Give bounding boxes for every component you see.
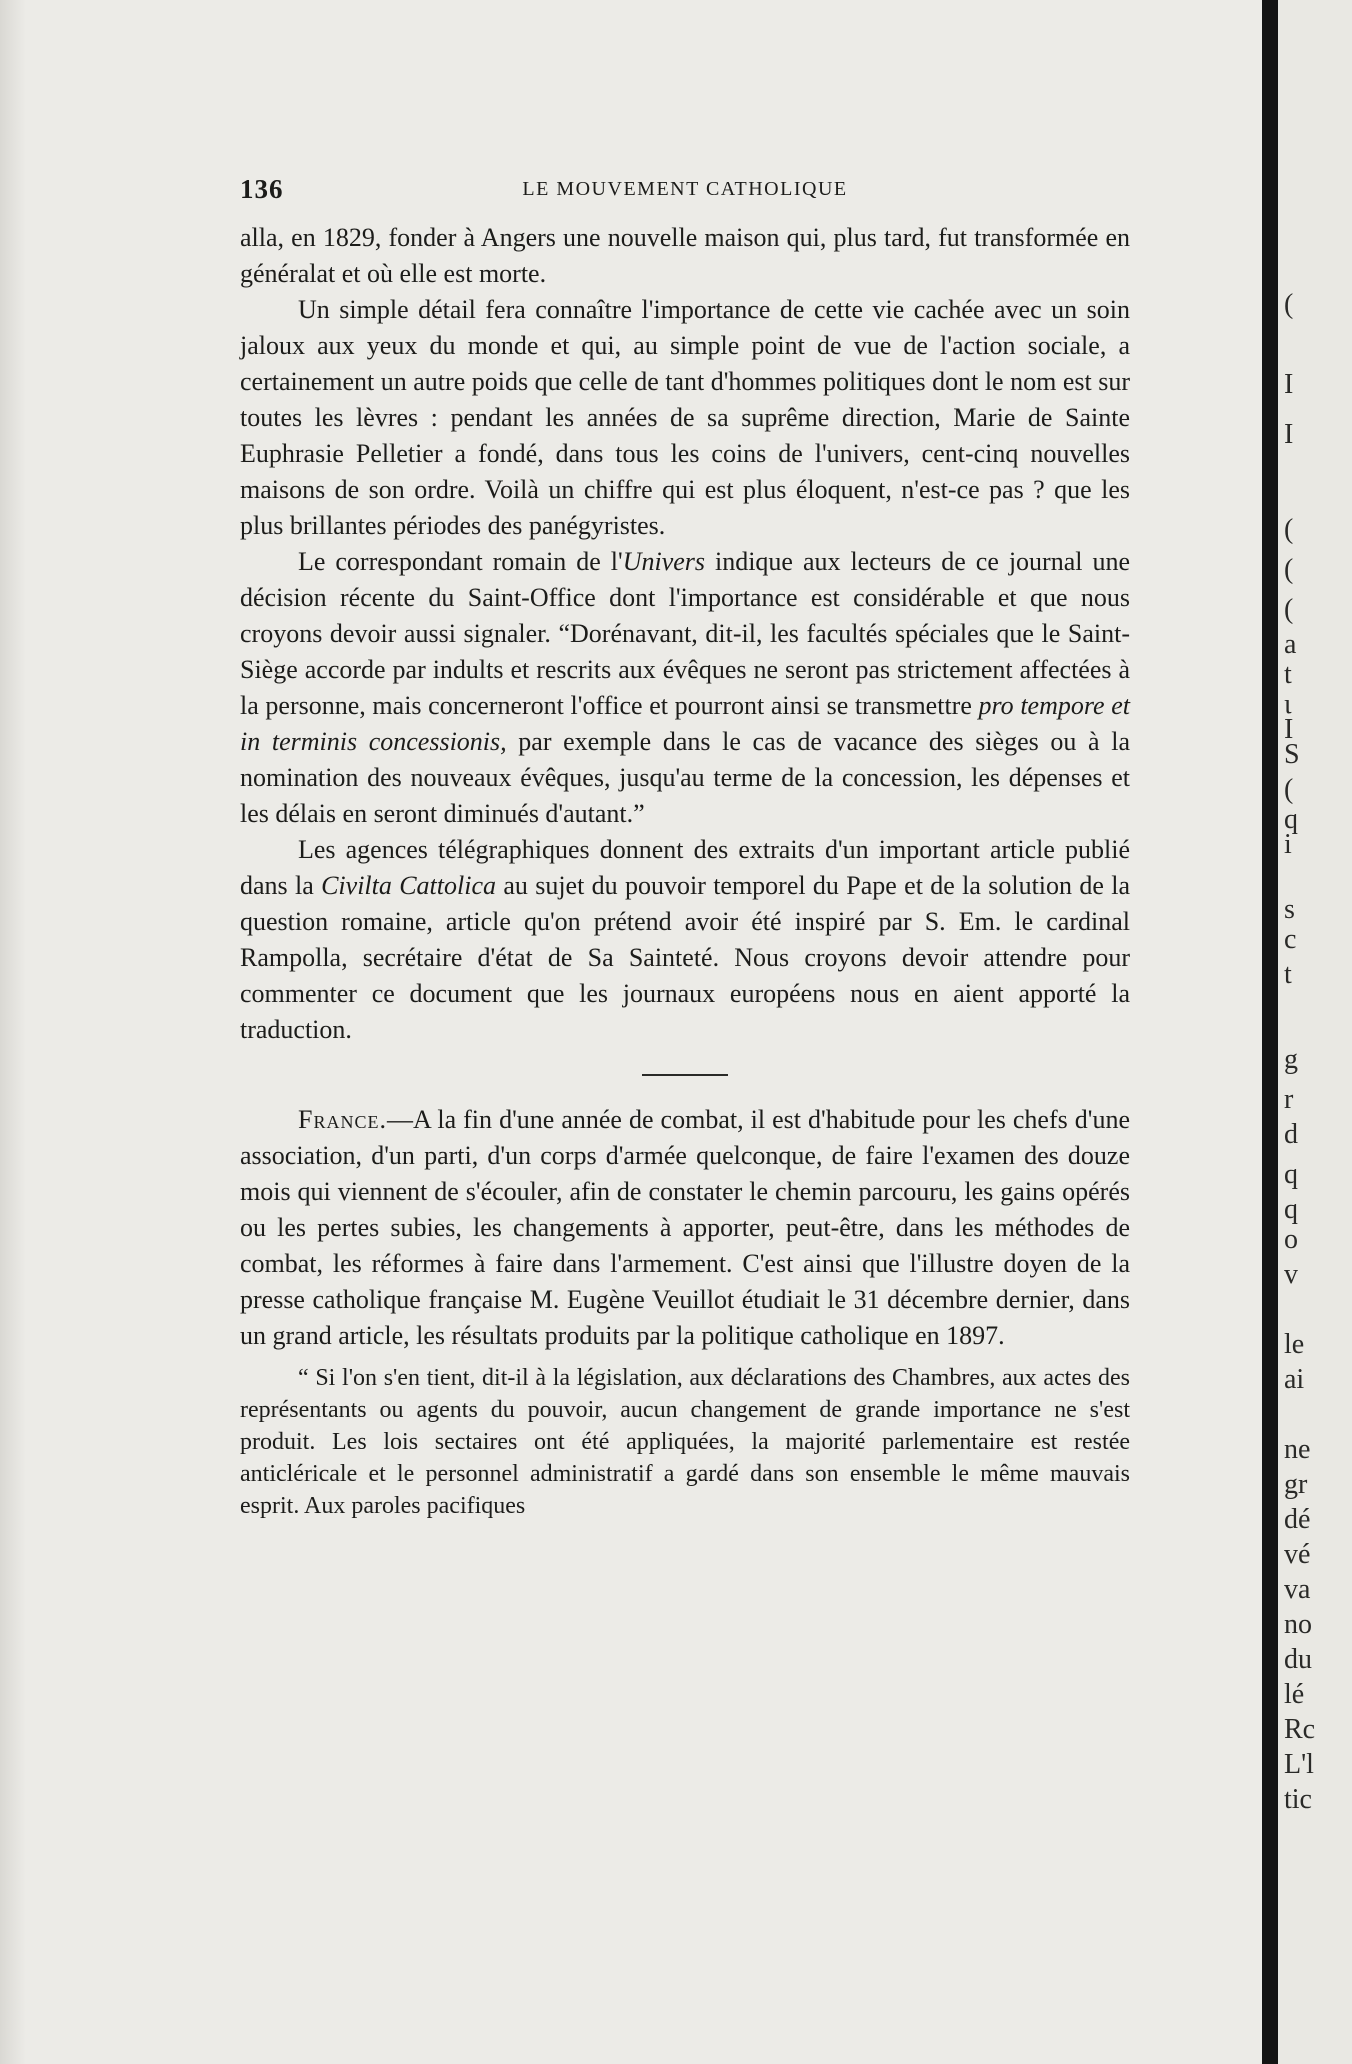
text-span: indique aux lecteurs de ce journal une décision récente du Saint-Office dont l'importance est considérable et que nous croyons devoir aussi signaler. “Dorénavant, dit-il, les facultés spéciales que le Saint-Siège accorde par indults et rescrits aux évêques ne seront pas strictement affectées à la personne, mais concerneront l'office et pourront ainsi se transmettre [240, 547, 1130, 720]
facing-page-fragment: i [1284, 829, 1292, 860]
facing-page-fragment: c [1284, 924, 1297, 955]
facing-page-fragment: t [1284, 959, 1292, 990]
facing-page-fragment: ( [1284, 774, 1294, 805]
italic-latin-phrase: pro tempore et in terminis concessionis, [240, 691, 1130, 756]
facing-page-fragment: le [1284, 1329, 1305, 1360]
text-span: —A la fin d'une année de combat, il est d'habitude pour les chefs d'une association, d'un parti, d'un corps d'armée quelconque, de faire l'examen des douze mois qui viennent de s'écouler, afin de constater le chemin parcouru, les gains opérés ou les pertes subies, les changements à apporter, peut-être, dans les méthodes de combat, les réformes à faire dans l'armement. C'est ainsi que l'illustre doyen de la presse catholique française M. Eugène Veuillot étudiait le 31 décembre dernier, dans un grand article, les résultats produits par la politique catholique en 1897. [240, 1105, 1130, 1350]
facing-page-fragment: lé [1284, 1679, 1305, 1710]
facing-page-fragment: no [1284, 1609, 1312, 1640]
facing-page-fragment: I [1284, 714, 1294, 745]
facing-page-fragment: ( [1284, 514, 1294, 545]
paragraph-france [240, 1102, 1130, 1354]
paragraph-veuillot-quote: “ Si l'on s'en tient, dit-il à la législation, aux déclarations des Chambres, aux actes des représentants ou agents du pouvoir, aucun changement de grande importance ne s'est produit. Les lois sectaires ont été appliquées, la majorité parlementaire est restée anticléricale et le personnel administratif a gardé dans son ensemble le même mauvais esprit. Aux paroles pacifiques [240, 1365, 1130, 1519]
book-page [240, 170, 1130, 1522]
facing-page-fragment: du [1284, 1644, 1312, 1675]
facing-page-fragment: ai [1284, 1364, 1305, 1395]
facing-page-fragment: s [1284, 894, 1295, 925]
facing-page-fragment: q [1284, 1194, 1298, 1225]
facing-page-fragment: tic [1284, 1784, 1312, 1815]
paragraph-civilta [240, 832, 1130, 1048]
page-number: 136 [240, 174, 284, 204]
text-span: Les agences télégraphiques donnent des extraits d'un important article publié dans la [240, 835, 1130, 900]
facing-page-edge [1278, 0, 1352, 2064]
facing-page-fragment: ( [1284, 554, 1294, 585]
facing-page-fragment: q [1284, 1159, 1298, 1190]
section-divider [642, 1074, 728, 1076]
facing-page-fragment: d [1284, 1119, 1298, 1150]
section-lead-france: France. [298, 1105, 387, 1134]
running-title: LE MOUVEMENT CATHOLIQUE [522, 178, 848, 200]
text-span: Le correspondant romain de l' [298, 547, 623, 576]
facing-page-fragment: ( [1284, 289, 1294, 320]
paragraph-continuation: alla, en 1829, fonder à Angers une nouvelle maison qui, plus tard, fut transformée en généralat et où elle est morte. [240, 223, 1130, 288]
text-span: au sujet du pouvoir temporel du Pape et de la solution de la question romaine, article qu'on prétend avoir été inspiré par S. Em. le cardinal Rampolla, secrétaire d'état de Sa Sainteté. Nous croyons devoir attendre pour commenter ce document que les journaux européens nous en aient apporté la traduction. [240, 871, 1130, 1044]
facing-page-fragment: ι [1284, 689, 1292, 720]
facing-page-fragment: a [1284, 629, 1297, 660]
facing-page-fragment: gr [1284, 1469, 1308, 1500]
facing-page-fragment: r [1284, 1084, 1294, 1115]
italic-univers: Univers [622, 547, 706, 576]
facing-page-fragment: Rc [1284, 1714, 1316, 1745]
facing-page-fragment: vé [1284, 1539, 1311, 1570]
facing-page-fragment: I [1284, 419, 1294, 450]
running-head [240, 170, 1130, 210]
facing-page-fragment: t [1284, 659, 1292, 690]
facing-page-fragment: I [1284, 369, 1294, 400]
facing-page-fragment: dé [1284, 1504, 1311, 1535]
facing-page-fragment: L'l [1284, 1749, 1314, 1780]
facing-page-fragment: o [1284, 1224, 1298, 1255]
facing-page-fragment: va [1284, 1574, 1311, 1605]
facing-page-fragment: q [1284, 804, 1298, 835]
facing-page-fragment: ( [1284, 594, 1294, 625]
facing-page-fragment: g [1284, 1044, 1298, 1075]
facing-page-fragment: v [1284, 1259, 1298, 1290]
paragraph-saint-office [240, 544, 1130, 832]
paragraph-pelletier: Un simple détail fera connaître l'importance de cette vie cachée avec un soin jaloux aux yeux du monde et qui, au simple point de vue de l'action sociale, a certainement un autre poids que celle de tant d'hommes politiques dont le nom est sur toutes les lèvres : pendant les années de sa suprême direction, Marie de Sainte Euphrasie Pelletier a fondé, dans tous les coins de l'univers, cent-cinq nouvelles maisons de son ordre. Voilà un chiffre qui est plus éloquent, n'est-ce pas ? que les plus brillantes périodes des panégyristes. [240, 295, 1130, 540]
facing-page-fragment: S [1284, 739, 1300, 770]
scan-edge [0, 0, 26, 2064]
facing-page-fragment: ne [1284, 1434, 1311, 1465]
italic-civilta-cattolica: Civilta Cattolica [321, 871, 496, 900]
text-span: par exemple dans le cas de vacance des sièges ou à la nomination des nouveaux évêques, jusqu'au terme de la concession, les dépenses et les délais en seront diminués d'autant.” [240, 727, 1130, 828]
page-gutter [1262, 0, 1278, 2064]
